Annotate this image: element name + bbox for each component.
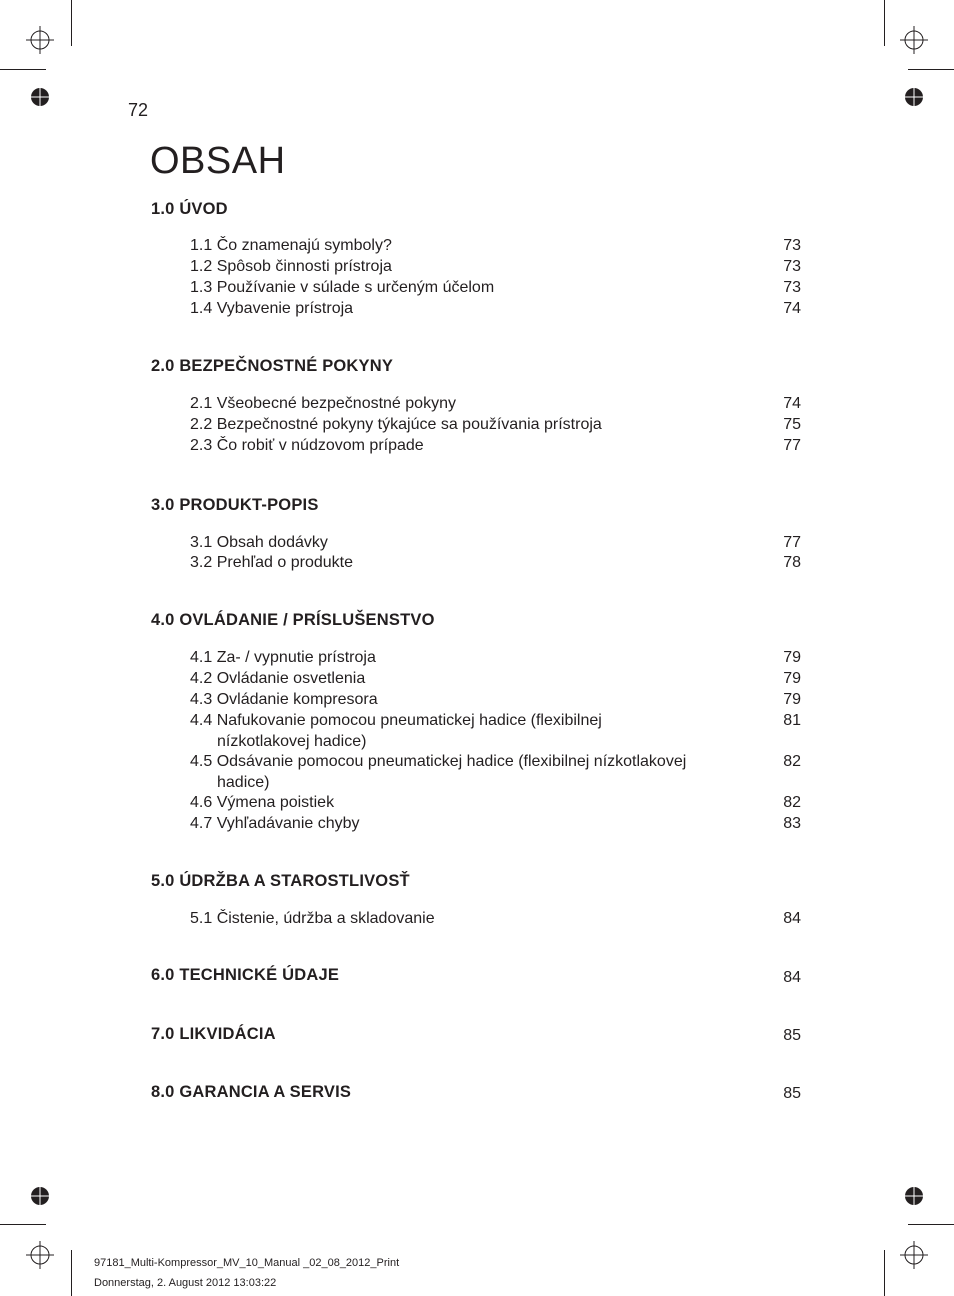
toc-entry-label: 1.2 Spôsob činnosti prístroja <box>190 258 392 275</box>
crop-mark <box>908 1224 954 1225</box>
section-heading: 7.0 LIKVIDÁCIA <box>151 1025 276 1043</box>
toc-entry-label: 2.3 Čo robiť v núdzovom prípade <box>190 437 424 454</box>
toc-entry-label: 4.5 Odsávanie pomocou pneumatickej hadice (flexibilnej nízkotlakovej hadice) <box>190 753 687 791</box>
toc-entry-page: 79 <box>783 691 801 708</box>
registration-crosshair-icon <box>26 1241 54 1269</box>
toc-entry <box>190 909 801 930</box>
toc-entry-label: 3.1 Obsah dodávky <box>190 534 328 551</box>
section-heading: 6.0 TECHNICKÉ ÚDAJE <box>151 966 340 984</box>
registration-dot-icon <box>904 87 924 107</box>
crop-mark <box>884 1250 885 1296</box>
toc-entry-page: 83 <box>783 815 801 832</box>
toc-entry <box>190 752 801 794</box>
toc-entry <box>190 690 801 711</box>
registration-dot-icon <box>30 87 50 107</box>
toc-entry-page: 84 <box>783 910 801 927</box>
toc-entry-label: 4.6 Výmena poistiek <box>190 794 335 811</box>
crop-mark <box>71 0 72 46</box>
toc-entry <box>190 257 801 278</box>
section-heading: 8.0 GARANCIA A SERVIS <box>151 1083 352 1101</box>
toc-entry <box>190 415 801 436</box>
registration-crosshair-icon <box>900 1241 928 1269</box>
toc-entry <box>190 648 801 669</box>
toc-entry-page: 73 <box>783 258 801 275</box>
toc-entry-label: 2.2 Bezpečnostné pokyny týkajúce sa používania prístroja <box>190 416 602 433</box>
toc-entry <box>190 669 801 690</box>
toc-entry-page: 78 <box>783 554 801 571</box>
registration-dot-icon <box>904 1186 924 1206</box>
toc-entry-label: 1.4 Vybavenie prístroja <box>190 300 354 317</box>
page-title: OBSAH <box>150 140 286 182</box>
toc-entry-label: 4.4 Nafukovanie pomocou pneumatickej hadice (flexibilnej nízkotlakovej hadice) <box>190 712 602 750</box>
toc-entry-label: 4.7 Vyhľadávanie chyby <box>190 815 360 832</box>
toc-entry-page: 79 <box>783 670 801 687</box>
section-page: 84 <box>783 969 801 986</box>
section-heading: 1.0 ÚVOD <box>151 200 228 218</box>
toc-entry-page: 77 <box>783 534 801 551</box>
toc-entry-page: 81 <box>783 712 801 729</box>
registration-crosshair-icon <box>900 26 928 54</box>
toc-entry <box>190 533 801 554</box>
toc-entry <box>190 299 801 320</box>
print-timestamp: Donnerstag, 2. August 2012 13:03:22 <box>94 1277 277 1289</box>
toc-entry <box>190 436 801 457</box>
toc-entry-page: 79 <box>783 649 801 666</box>
crop-mark <box>71 1250 72 1296</box>
section-heading: 4.0 OVLÁDANIE / PRÍSLUŠENSTVO <box>151 611 435 629</box>
crop-mark <box>0 69 46 70</box>
toc-entry-page: 73 <box>783 237 801 254</box>
section-heading: 2.0 BEZPEČNOSTNÉ POKYNY <box>151 357 394 375</box>
toc-entry-label: 2.1 Všeobecné bezpečnostné pokyny <box>190 395 456 412</box>
toc-entry-label: 4.1 Za- / vypnutie prístroja <box>190 649 376 666</box>
print-filename: 97181_Multi-Kompressor_MV_10_Manual _02_08_2012_Print <box>94 1257 400 1269</box>
toc-entry <box>190 278 801 299</box>
toc-entry-label: 1.3 Používanie v súlade s určeným účelom <box>190 279 495 296</box>
toc-entry-label: 3.2 Prehľad o produkte <box>190 554 353 571</box>
page-number: 72 <box>128 100 149 120</box>
toc-entry-page: 74 <box>783 395 801 412</box>
section-page: 85 <box>783 1027 801 1044</box>
registration-crosshair-icon <box>26 26 54 54</box>
toc-entry <box>190 711 801 753</box>
toc-entry-page: 73 <box>783 279 801 296</box>
toc-entry-page: 74 <box>783 300 801 317</box>
toc-entry-label: 5.1 Čistenie, údržba a skladovanie <box>190 910 435 927</box>
toc-entry-label: 4.3 Ovládanie kompresora <box>190 691 378 708</box>
crop-mark <box>884 0 885 46</box>
section-heading: 3.0 PRODUKT-POPIS <box>151 496 319 514</box>
toc-entry-page: 82 <box>783 753 801 770</box>
section-heading: 5.0 ÚDRŽBA A STAROSTLIVOSŤ <box>151 872 410 890</box>
toc-entry-page: 82 <box>783 794 801 811</box>
toc-entry-page: 75 <box>783 416 801 433</box>
toc-entry <box>190 553 801 574</box>
toc-entry-label: 4.2 Ovládanie osvetlenia <box>190 670 366 687</box>
toc-entry-page: 77 <box>783 437 801 454</box>
registration-dot-icon <box>30 1186 50 1206</box>
toc-entry-label: 1.1 Čo znamenajú symboly? <box>190 237 392 254</box>
toc-entry <box>190 236 801 257</box>
toc-entry <box>190 793 801 814</box>
toc-entry <box>190 814 801 835</box>
crop-mark <box>0 1224 46 1225</box>
toc-entry <box>190 394 801 415</box>
section-page: 85 <box>783 1085 801 1102</box>
crop-mark <box>908 69 954 70</box>
